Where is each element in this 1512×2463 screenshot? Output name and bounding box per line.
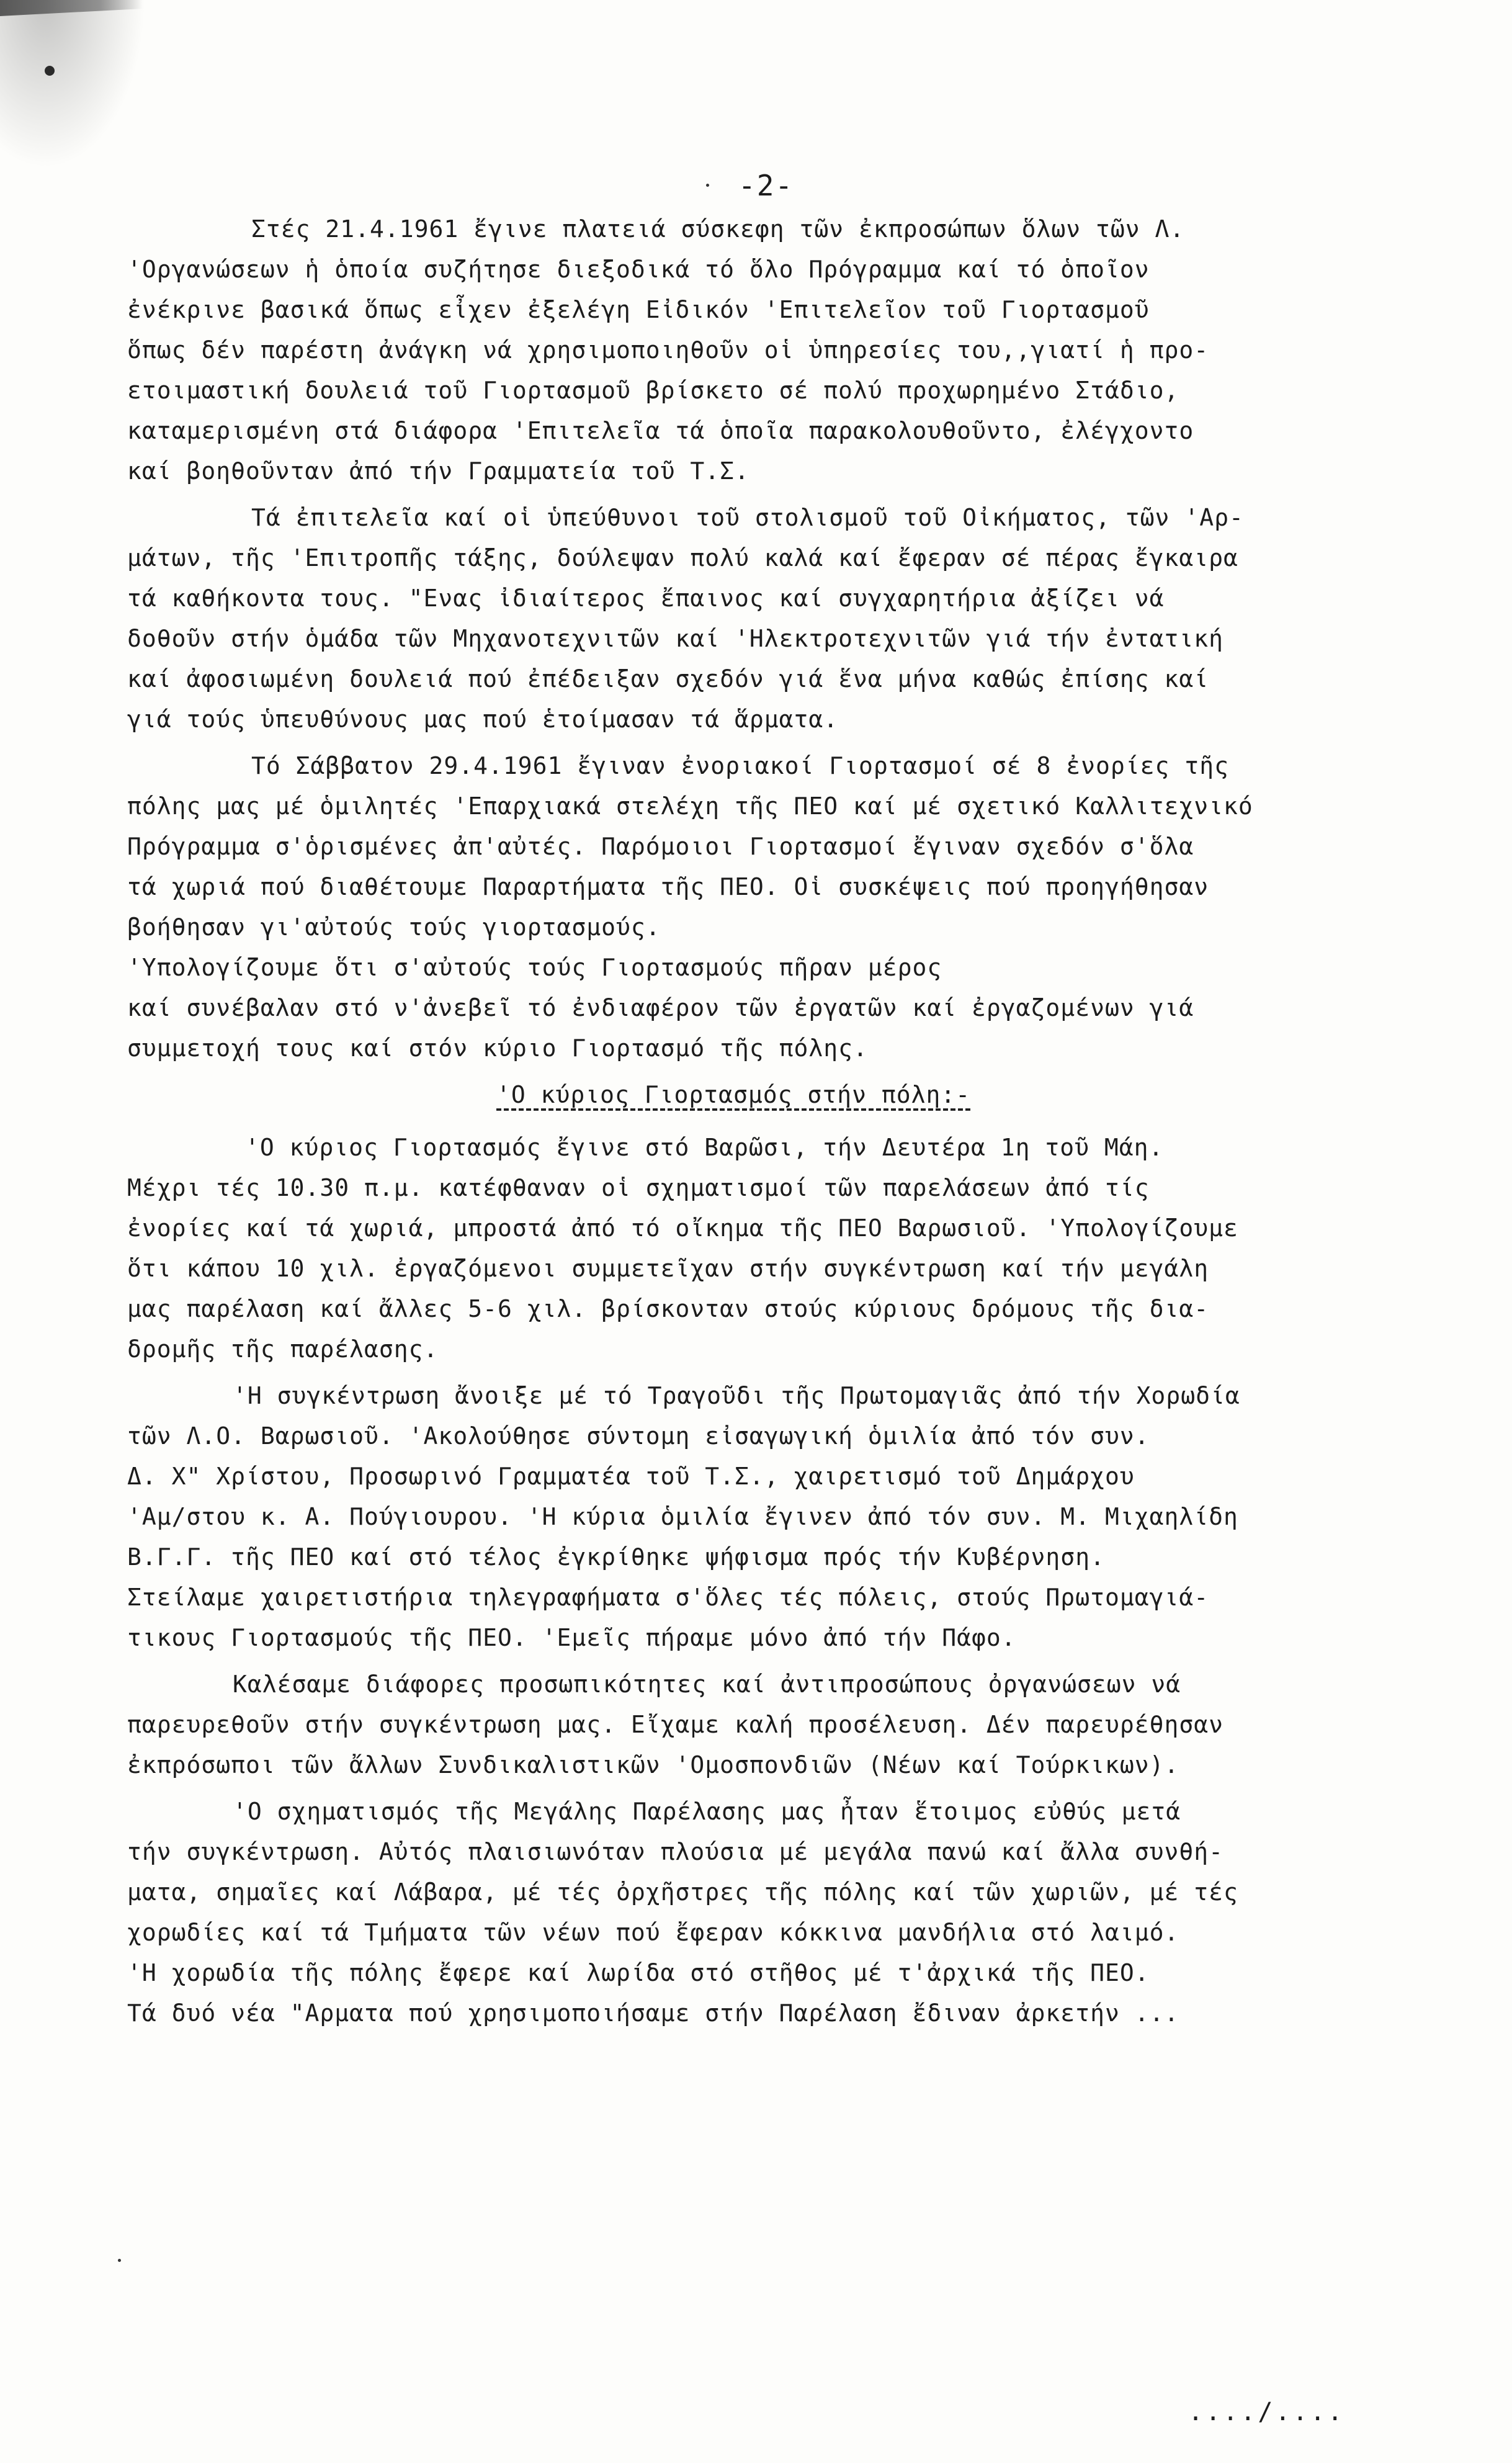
text-line: Καλέσαμε διάφορες προσωπικότητες καί ἀντιπροσώπους ὀργανώσεων νά xyxy=(233,1671,1181,1698)
text-line: τήν συγκέντρωση. Αὐτός πλαισιωνόταν πλούσια μέ μεγάλα πανώ καί ἄλλα συνθή- xyxy=(127,1838,1223,1865)
text-line: Μέχρι τές 10.30 π.μ. κατέφθαναν οἱ σχηματισμοί τῶν παρελάσεων ἀπό τίς xyxy=(127,1174,1150,1201)
punch-hole-mark xyxy=(45,66,55,76)
scan-speck xyxy=(118,2259,121,2262)
text-line: ὅπως δέν παρέστη ἀνάγκη νά χρησιμοποιηθοῦν οἱ ὑπηρεσίες του,,γιατί ἡ προ- xyxy=(127,336,1209,364)
text-line: ετοιμαστική δουλειά τοῦ Γιορτασμοῦ βρίσκετο σέ πολύ προχωρημένο Στάδιο, xyxy=(127,377,1179,404)
text-line: βοήθησαν γι'αὐτούς τούς γιορτασμούς. xyxy=(127,913,661,941)
text-line: Β.Γ.Γ. τῆς ΠΕΟ καί στό τέλος ἐγκρίθηκε ψήφισμα πρός τήν Κυβέρνηση. xyxy=(127,1543,1105,1571)
text-line: χορωδίες καί τά Τμήματα τῶν νέων πού ἔφεραν κόκκινα μανδήλια στό λαιμό. xyxy=(127,1919,1179,1946)
text-line: Στείλαμε χαιρετιστήρια τηλεγραφήματα σ'ὅλες τές πόλεις, στούς Πρωτομαγιά- xyxy=(127,1584,1209,1611)
text-line: 'Η συγκέντρωση ἄνοιξε μέ τό Τραγοῦδι τῆς Πρωτομαγιᾶς ἀπό τήν Χορωδία xyxy=(233,1382,1240,1409)
text-line: καταμερισμένη στά διάφορα 'Επιτελεῖα τά ὁποῖα παρακολουθοῦντο, ἐλέγχοντο xyxy=(127,417,1194,444)
text-line: 'Οργανώσεων ἡ ὁποία συζήτησε διεξοδικά τό ὅλο Πρόγραμμα καί τό ὁποῖον xyxy=(127,256,1150,283)
text-line: ἐνορίες καί τά χωριά, μπροστά ἀπό τό οἴκημα τῆς ΠΕΟ Βαρωσιοῦ. 'Υπολογίζουμε xyxy=(127,1214,1238,1242)
text-line: ὅτι κάπου 10 χιλ. ἐργαζόμενοι συμμετεῖχαν στήν συγκέντρωση καί τήν μεγάλη xyxy=(127,1255,1209,1282)
text-line: τά χωριά πού διαθέτουμε Παραρτήματα τῆς ΠΕΟ. Οἱ συσκέψεις πού προηγήθησαν xyxy=(127,873,1209,900)
text-line: παρευρεθοῦν στήν συγκέντρωση μας. Εἴχαμε καλή προσέλευση. Δέν παρευρέθησαν xyxy=(127,1711,1223,1738)
text-line: καί βοηθοῦνταν ἀπό τήν Γραμματεία τοῦ Τ.Σ. xyxy=(127,457,749,485)
text-line: Τά ἐπιτελεῖα καί οἱ ὑπεύθυνοι τοῦ στολισμοῦ τοῦ Οἰκήματος, τῶν 'Αρ- xyxy=(251,504,1244,531)
text-line: 'Υπολογίζουμε ὅτι σ'αὐτούς τούς Γιορτασμούς πῆραν μέρος xyxy=(127,954,942,981)
text-line: συμμετοχή τους καί στόν κύριο Γιορτασμό τῆς πόλης. xyxy=(127,1034,868,1062)
text-line: μας παρέλαση καί ἄλλες 5-6 χιλ. βρίσκονταν στούς κύριους δρόμους τῆς δια- xyxy=(127,1295,1209,1322)
text-line: δοθοῦν στήν ὁμάδα τῶν Μηχανοτεχνιτῶν καί 'Ηλεκτροτεχνιτῶν γιά τήν ἐντατική xyxy=(127,625,1223,652)
text-line: 'Αμ/στου κ. Α. Πούγιουρου. 'Η κύρια ὁμιλία ἔγινεν ἀπό τόν συν. Μ. Μιχαηλίδη xyxy=(127,1503,1238,1530)
text-line: τικους Γιορτασμούς τῆς ΠΕΟ. 'Εμεῖς πήραμε μόνο ἀπό τήν Πάφο. xyxy=(127,1624,1016,1651)
text-line: 'Η χορωδία τῆς πόλης ἔφερε καί λωρίδα στό στῆθος μέ τ'ἀρχικά τῆς ΠΕΟ. xyxy=(127,1959,1150,1986)
scan-speck xyxy=(706,184,709,187)
text-line: ματα, σημαῖες καί Λάβαρα, μέ τές ὀρχῆστρες τῆς πόλης καί τῶν χωριῶν, μέ τές xyxy=(127,1878,1238,1906)
text-line: τά καθήκοντα τους. "Ενας ἰδιαίτερος ἔπαινος καί συγχαρητήρια ἀξίζει νά xyxy=(127,585,1165,612)
text-line: Πρόγραμμα σ'ὁρισμένες ἀπ'αὐτές. Παρόμοιοι Γιορτασμοί ἔγιναν σχεδόν σ'ὅλα xyxy=(127,833,1194,860)
text-line: καί ἀφοσιωμένη δουλειά πού ἐπέδειξαν σχεδόν γιά ἕνα μήνα καθώς ἐπίσης καί xyxy=(127,665,1209,693)
text-line: δρομῆς τῆς παρέλασης. xyxy=(127,1335,439,1363)
text-line: πόλης μας μέ ὁμιλητές 'Επαρχιακά στελέχη τῆς ΠΕΟ καί μέ σχετικό Καλλιτεχνικό xyxy=(127,792,1253,820)
text-line: γιά τούς ὑπευθύνους μας πού ἑτοίμασαν τά ἅρματα. xyxy=(127,706,839,733)
text-line: μάτων, τῆς 'Επιτροπῆς τάξης, δούλεψαν πολύ καλά καί ἔφεραν σέ πέρας ἔγκαιρα xyxy=(127,544,1238,572)
text-line: ἐνέκρινε βασικά ὅπως εἶχεν ἐξελέγη Εἰδικόν 'Επιτελεῖον τοῦ Γιορτασμοῦ xyxy=(127,296,1150,323)
continuation-mark: ..../.... xyxy=(1188,2398,1345,2426)
text-line: ἐκπρόσωποι τῶν ἄλλων Συνδικαλιστικῶν 'Ομοσπονδιῶν (Νέων καί Τούρκικων). xyxy=(127,1751,1179,1779)
text-line: Τό Σάββατον 29.4.1961 ἔγιναν ἐνοριακοί Γιορτασμοί σέ 8 ἐνορίες τῆς xyxy=(251,752,1229,779)
page-number: -2- xyxy=(738,169,794,202)
text-line: Τά δυό νέα "Αρματα πού χρησιμοποιήσαμε στήν Παρέλαση ἔδιναν ἀρκετήν ... xyxy=(127,1999,1179,2027)
section-heading: 'Ο κύριος Γιορτασμός στήν πόλη:- xyxy=(496,1081,971,1108)
scan-corner-shadow xyxy=(0,0,143,16)
text-line: 'Ο κύριος Γιορτασμός ἔγινε στό Βαρῶσι, τήν Δευτέρα 1η τοῦ Μάη. xyxy=(245,1134,1164,1161)
text-line: 'Ο σχηματισμός τῆς Μεγάλης Παρέλασης μας ἦταν ἕτοιμος εὐθύς μετά xyxy=(233,1798,1181,1825)
text-line: Δ. Χ" Χρίστου, Προσωρινό Γραμματέα τοῦ Τ.Σ., χαιρετισμό τοῦ Δημάρχου xyxy=(127,1463,1135,1490)
text-line: τῶν Λ.Ο. Βαρωσιοῦ. 'Ακολούθησε σύντομη εἰσαγωγική ὁμιλία ἀπό τόν συν. xyxy=(127,1422,1150,1450)
text-line: Στές 21.4.1961 ἔγινε πλατειά σύσκεφη τῶν ἐκπροσώπων ὅλων τῶν Λ. xyxy=(251,215,1185,243)
text-line: καί συνέβαλαν στό ν'ἀνεβεῖ τό ἐνδιαφέρον τῶν ἐργατῶν καί ἐργαζομένων γιά xyxy=(127,994,1194,1021)
